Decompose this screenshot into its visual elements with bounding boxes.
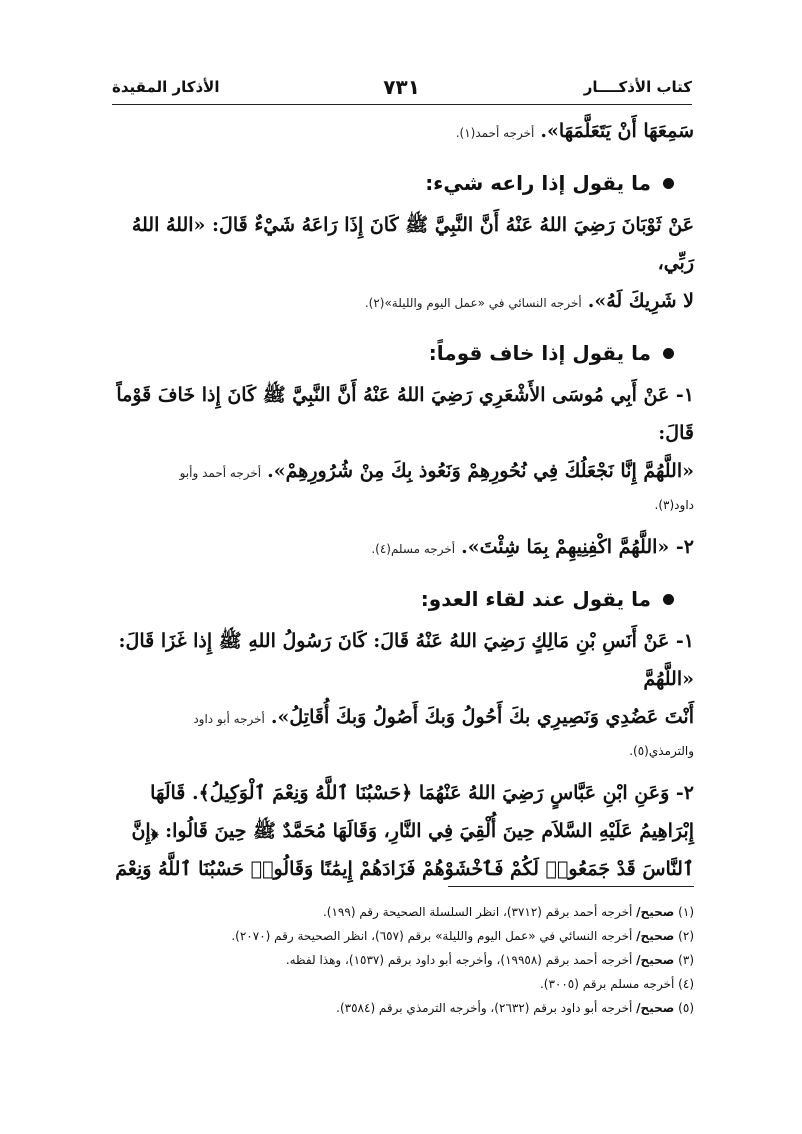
footnote-number: (٥): [678, 1001, 694, 1015]
footnote-text: أخرجه أحمد برقم (٣٧١٢)، انظر السلسلة الصحيحة رقم (١٩٩).: [322, 905, 633, 919]
hadith-cite: أخرجه النسائي في «عمل اليوم والليلة»(٢).: [364, 296, 582, 310]
section-heading-fear: [110, 162, 674, 204]
footnotes: [110, 900, 694, 1020]
hadith-cite-continued: داود(٣).: [654, 498, 694, 512]
page-header: [112, 70, 692, 105]
section-heading-enemy: [110, 578, 674, 620]
footnote-text: أخرجه مسلم برقم (٣٠٠٥).: [539, 977, 675, 991]
footnote-separator: [448, 886, 694, 887]
bullet-icon: [663, 178, 674, 189]
bullet-icon: [663, 594, 674, 605]
hadith-text: «اللَّهُمَّ إِنَّا نَجْعَلُكَ فِي نُحُورِهِمْ وَنَعُوذ بِكَ مِنْ شُرُورِهِمْ».: [267, 460, 694, 482]
footnote: [110, 972, 694, 996]
hadith-cite: أخرجه مسلم(٤).: [371, 542, 456, 556]
footnote-number: (٤): [678, 977, 694, 991]
hadith-text: لا شَرِيكَ لَهُ».: [587, 290, 694, 312]
hadith-line: إِبْرَاهِيمُ عَلَيْهِ السَّلاَم حِينَ أُلْقِيَ فِي النَّارِ، وَقَالَهَا مُحَمَّدٌ ﷺ حِينَ قَالُوا: ﴿إِنَّ: [131, 820, 694, 842]
intro-line: [110, 112, 694, 152]
heading-text: ما يقول إذا راعه شيء:: [425, 171, 651, 195]
footnote: [110, 948, 694, 972]
footnote: [110, 996, 694, 1020]
footnote-text: أخرجه النسائي في «عمل اليوم والليلة» برقم (٦٥٧)، انظر الصحيحة رقم (٢٠٧٠).: [231, 929, 633, 943]
hadith-line: [110, 528, 694, 568]
intro-text: سَمِعَهَا أَنْ يَتَعَلَّمَهَا».: [540, 120, 694, 142]
hadith-line: ٱلنَّاسَ قَدْ جَمَعُوا۟ لَكُمْ فَٱخْشَوْهُمْ فَزَادَهُمْ إِيمَٰنًا وَقَالُوا۟ حَسْبُنَا ٱللَّهُ وَنِعْمَ: [115, 858, 694, 880]
footnote-text: أخرجه أبو داود برقم (٢٦٣٢)، وأخرجه الترمذي برقم (٣٥٨٤).: [336, 1001, 633, 1015]
page-content: [110, 112, 694, 888]
section-title: الأذكار المقيدة: [112, 78, 220, 96]
hadith-line: ١- عَنْ أَنَسِ بْنِ مَالِكٍ رَضِيَ اللهُ عَنْهُ قَالَ: كَانَ رَسُولُ اللهِ ﷺ إِذا غَزَا قَالَ: «اللَّهُمَّ: [118, 630, 694, 690]
intro-cite: أخرجه أحمد(١).: [455, 126, 535, 140]
hadith-line: ٢- وَعَنِ ابْنِ عَبَّاسٍ رَضِيَ اللهُ عَنْهُمَا ﴿حَسْبُنَا ٱللَّهُ وَنِعْمَ ٱلْوَكِيلُ﴾. قَالَهَا: [150, 782, 694, 804]
footnote-number: (٢): [678, 929, 694, 943]
page-number: ٧٣١: [383, 75, 420, 99]
section-heading-fear-people: [110, 332, 674, 374]
hadith-text: ٢- «اللَّهُمَّ اكْفِنِيهِمْ بِمَا شِئْتَ».: [461, 536, 694, 558]
bullet-icon: [663, 348, 674, 359]
hadith-line: [110, 698, 694, 738]
book-title: كتاب الأذكــــار: [583, 78, 692, 96]
footnote-grade: صحيح/: [636, 953, 675, 967]
heading-text: ما يقول عند لقاء العدو:: [420, 587, 651, 611]
hadith-line: عَنْ ثَوْبَانَ رَضِيَ اللهُ عَنْهُ أَنَّ النَّبِيَّ ﷺ كَانَ إِذَا رَاعَهُ شَيْءٌ قَالَ: «اللهُ اللهُ رَبِّي،: [131, 214, 694, 274]
hadith-cite: أخرجه أبو داود: [193, 712, 265, 726]
hadith-line: [110, 452, 694, 492]
hadith-cite-continued: والترمذي(٥).: [629, 744, 694, 758]
footnote: [110, 900, 694, 924]
footnote: [110, 924, 694, 948]
footnote-grade: صحيح/: [636, 1001, 675, 1015]
footnote-grade: صحيح/: [636, 929, 675, 943]
hadith-cite: أخرجه أحمد وأبو: [179, 466, 262, 480]
footnote-number: (١): [678, 905, 694, 919]
hadith-line: [110, 282, 694, 322]
footnote-text: أخرجه أحمد برقم (١٩٩٥٨)، وأخرجه أبو داود برقم (١٥٣٧)، وهذا لفظه.: [285, 953, 633, 967]
hadith-text: أَنْتَ عَضُدِي وَنَصِيرِي بكَ أَحُولُ وَبكَ أَصُولُ وَبكَ أُقَاتِلُ».: [270, 706, 694, 728]
heading-text: ما يقول إذا خاف قوماً:: [428, 341, 651, 365]
hadith-line: ١- عَنْ أَبِي مُوسَى الأَشْعَرِي رَضِيَ اللهُ عَنْهُ أَنَّ النَّبِيَّ ﷺ كَانَ إِذا خَافَ قَوْماً قَالَ:: [116, 384, 694, 444]
footnote-grade: صحيح/: [636, 905, 675, 919]
footnote-number: (٣): [678, 953, 694, 967]
